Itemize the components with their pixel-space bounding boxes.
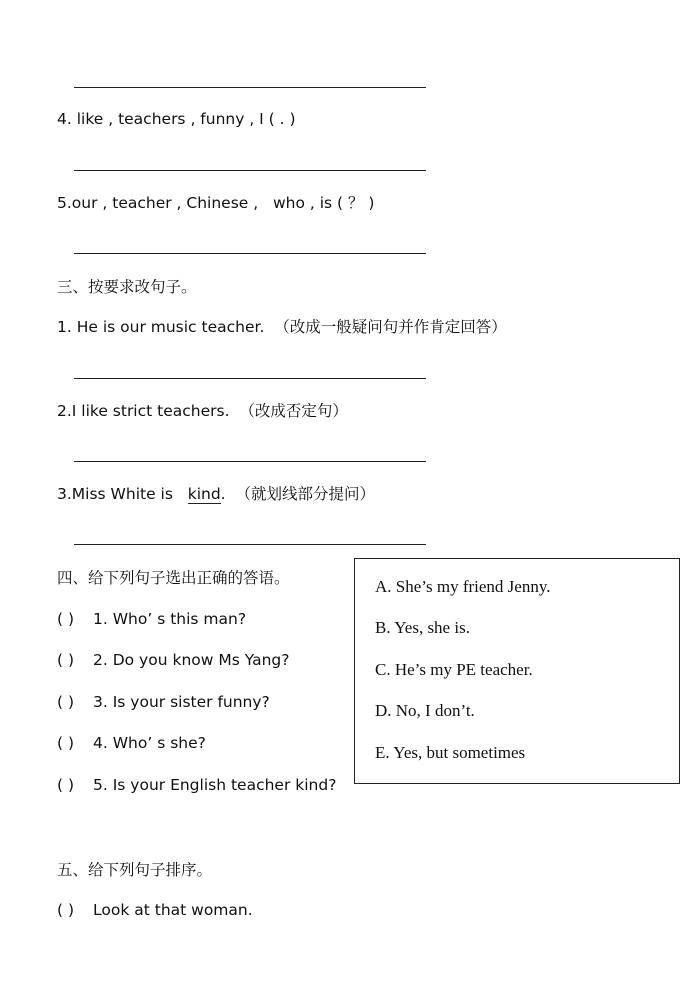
question-5: 5. Is your English teacher kind? — [93, 776, 337, 794]
transform-item-2: 2.I like strict teachers. （改成否定句） — [57, 402, 348, 420]
answer-line — [74, 378, 426, 379]
answer-blank[interactable]: ( ) — [57, 776, 75, 794]
question-4: 4. Who’ s she? — [93, 734, 206, 752]
option-b: B. Yes, she is. — [375, 618, 470, 637]
question-2: 2. Do you know Ms Yang? — [93, 651, 290, 669]
answer-blank[interactable]: ( ) — [57, 734, 75, 752]
option-d: D. No, I don’t. — [375, 701, 475, 720]
option-a: A. She’s my friend Jenny. — [375, 577, 551, 596]
options-box — [354, 558, 680, 784]
answer-blank[interactable]: ( ) — [57, 901, 75, 919]
reorder-item-5: 5.our , teacher , Chinese , who , is ( ？ ) — [57, 194, 375, 212]
answer-line — [74, 253, 426, 254]
section-4-heading: 四、给下列句子选出正确的答语。 — [57, 569, 290, 587]
answer-line — [74, 170, 426, 171]
answer-blank[interactable]: ( ) — [57, 610, 75, 628]
underlined-word: kind — [187, 485, 221, 503]
question-1: 1. Who’ s this man? — [93, 610, 247, 628]
option-e: E. Yes, but sometimes — [375, 743, 526, 762]
transform-item-3: 3.Miss White is kind. （就划线部分提问） — [57, 485, 375, 503]
answer-blank[interactable]: ( ) — [57, 693, 75, 711]
transform-item-1: 1. He is our music teacher. （改成一般疑问句并作肯定回答） — [57, 318, 507, 336]
question-3: 3. Is your sister funny? — [93, 693, 270, 711]
reorder-item-4: 4. like , teachers , funny , I ( . ) — [57, 110, 296, 128]
answer-line — [74, 87, 426, 88]
order-item-1: Look at that woman. — [93, 901, 253, 919]
answer-line — [74, 461, 426, 462]
answer-line — [74, 544, 426, 545]
section-3-heading: 三、按要求改句子。 — [57, 278, 197, 296]
answer-blank[interactable]: ( ) — [57, 651, 75, 669]
section-5-heading: 五、给下列句子排序。 — [57, 861, 213, 879]
option-c: C. He’s my PE teacher. — [375, 660, 533, 679]
